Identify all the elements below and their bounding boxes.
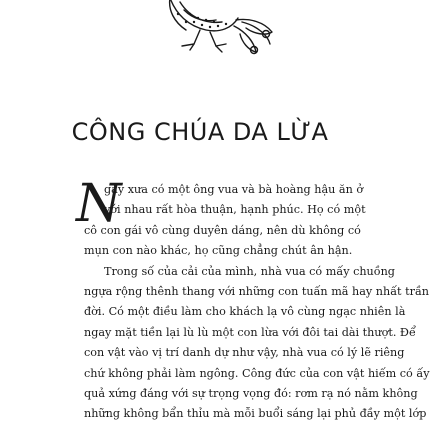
text-line: ngay mặt tiền lại lù lù một con lừa với đôi tai dài thượt. Để: [84, 325, 416, 339]
text-line: Trong số của cải của mình, nhà vua có mấy chuồng: [104, 264, 395, 278]
bird-illustration: [150, 0, 280, 70]
text-line: gày xưa có một ông vua và bà hoàng hậu ăn ở: [104, 183, 364, 196]
text-line: quả xứng đáng với sự trọng vọng đó: rơm rạ nó nằm không: [84, 386, 418, 400]
body-text: [84, 180, 430, 425]
drop-cap: N: [76, 174, 122, 234]
text-line: cô con gái vô cùng duyên dáng, nên dù không có: [84, 223, 361, 237]
text-line: ngựa rộng thênh thang với những con tuấn mã hay nhất trần: [84, 284, 430, 298]
text-line: những không bẩn thỉu mà mỗi buổi sáng lại phủ đầy một lớp: [84, 407, 427, 421]
chapter-title: CÔNG CHÚA DA LỪA: [71, 118, 329, 146]
text-line: mụn con nào khác, họ cũng chẳng chút ân hận.: [84, 244, 353, 258]
text-line: con vật vào vị trí danh dự như vậy, nhà vua có lý lẽ riêng: [84, 346, 405, 360]
text-line: đời. Có một điều làm cho khách lạ vô cùng ngạc nhiên là: [84, 305, 406, 319]
text-line: chứ không phải làm ngông. Công đức của con vật hiếm có ấy: [84, 366, 430, 380]
text-line: với nhau rất hòa thuận, hạnh phúc. Họ có một: [104, 203, 366, 217]
